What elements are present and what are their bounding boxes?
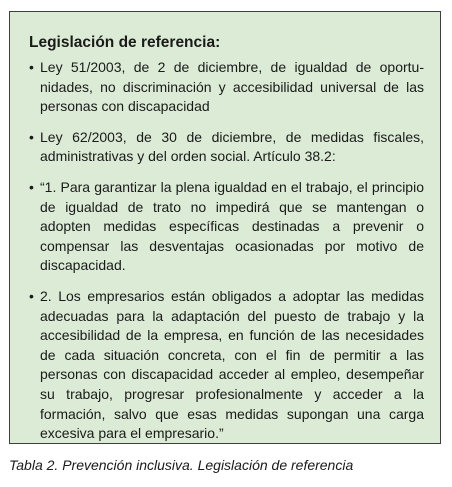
list-item [29, 178, 424, 276]
box-heading: Legislación de referencia: [29, 34, 221, 51]
list-item [29, 128, 424, 167]
list-item-text: Ley 51/2003, de 2 de diciembre, de igualdad de oportunidades, no discriminación y accesibilidad universal de las personas con discapacidad [40, 59, 424, 115]
bullet-icon: • [29, 287, 34, 304]
list-item-text: “1. Para garantizar la plena igualdad en el trabajo, el principio de igualdad de trato no impedirá que se mantengan o adopten medidas específicas destinadas a prevenir o compensar las desventajas ocasionadas por motivo de discapacidad. [40, 178, 424, 274]
bullet-icon: • [29, 178, 34, 195]
bullet-icon: • [29, 59, 34, 75]
legislation-box [9, 11, 441, 444]
table-caption: Tabla 2. Prevención inclusiva. Legislación de referencia [9, 457, 354, 473]
legislation-list [29, 58, 424, 444]
bullet-icon: • [29, 128, 34, 145]
list-item [29, 287, 424, 444]
list-item-text: Ley 62/2003, de 30 de diciembre, de medidas fiscales, administrativas y del orden social. Artículo 38.2: [40, 128, 424, 165]
list-item-text: 2. Los empresarios están obligados a adoptar las medidas adecuadas para la adaptación del puesto de trabajo y la accesibilidad de la empresa, en función de las necesidades de cada situación concreta, con el fin de permitir a las personas con discapacidad acceder al empleo, desempeñar su trabajo, progresar profesionalmente y acceder a la formación, salvo que esas medidas supongan una carga excesiva para el empresario.” [40, 287, 424, 442]
list-item [29, 58, 424, 117]
